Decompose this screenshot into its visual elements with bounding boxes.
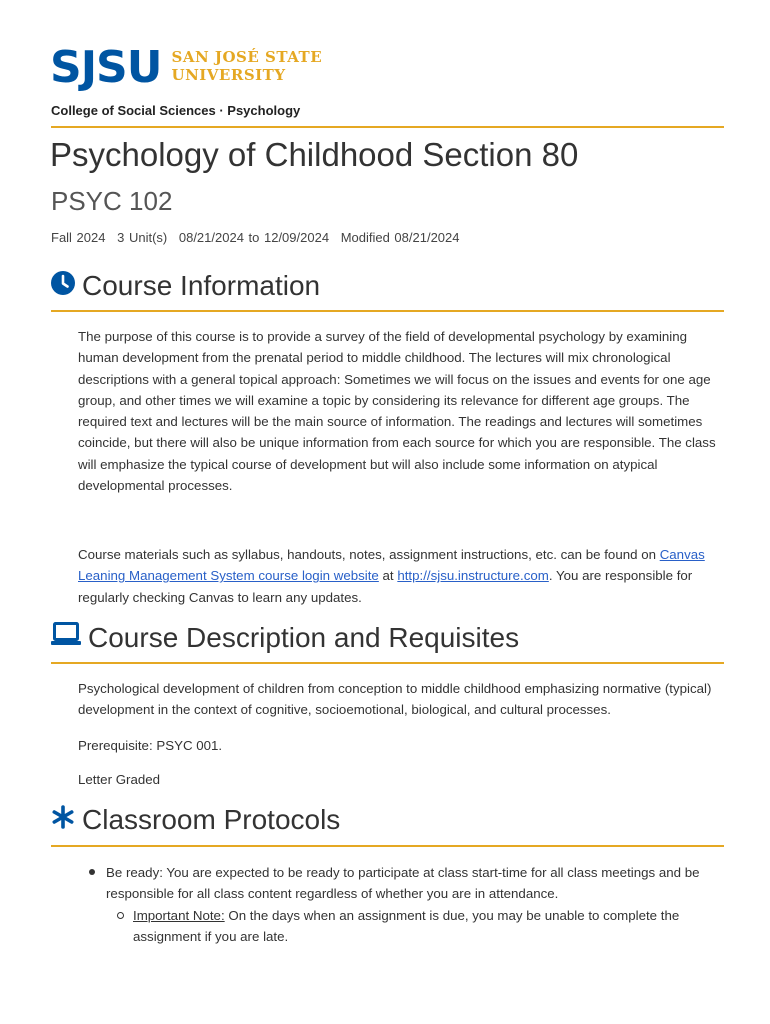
- page-title: Psychology of Childhood Section 80: [50, 136, 579, 173]
- breadcrumb: College of Social Sciences · Psychology: [51, 103, 301, 118]
- important-note-text: On the days when an assignment is due, you may be unable to complete the assignment if you are late.: [133, 907, 680, 944]
- logo-wordmark: [171, 48, 322, 84]
- logo-mark: SJSU: [50, 42, 162, 93]
- course-term: Fall 2024: [51, 230, 106, 245]
- protocols-list: [78, 862, 724, 947]
- important-note-label: Important Note:: [133, 907, 225, 923]
- sjsu-logo: [50, 42, 323, 93]
- course-units: 3 Unit(s): [117, 230, 168, 245]
- logo-line-1: SAN JOSÉ STATE: [171, 48, 323, 66]
- materials-text-mid: at: [378, 568, 398, 584]
- section-title: Classroom Protocols: [82, 804, 341, 835]
- canvas-login-link[interactable]: Canvas Leaning Management System course login website: [78, 547, 705, 584]
- list-item: Be ready: You are expected to be ready to participate at class start-time for all class meetings and be responsible for all class content regardless of whether you are in attendance.: [78, 862, 724, 905]
- prerequisite-text: Prerequisite: PSYC 001.: [78, 738, 223, 753]
- course-dates: 08/21/2024 to 12/09/2024: [178, 230, 330, 245]
- asterisk-icon: [51, 804, 75, 836]
- laptop-icon: [51, 621, 81, 654]
- course-description-paragraph: Psychological development of children from conception to middle childhood emphasizing normative (typical) development in the context of cognitive, socioemotional, biological, and cultural processes.: [78, 681, 712, 718]
- course-info-paragraph: The purpose of this course is to provide a survey of the field of developmental psychology by examining human development from the prenatal period to middle childhood. The lectures will mix chronological descriptions with a general topical approach: Sometimes we will focus on the issues and events for one age group, and other times we will examine a topic by considering its relevance for different age groups. The required text and lectures will be the main source of information. The readings and lectures will sometimes coincide, but there will also be unique information from each source for which you are responsible. The class will emphasize the typical course of development but will also include some information on atypical developmental processes.: [78, 329, 716, 494]
- section-divider: [51, 662, 724, 664]
- course-code: PSYC 102: [51, 186, 173, 216]
- course-materials-paragraph: [78, 544, 720, 608]
- materials-text-end: . You are responsible for regularly checking Canvas to learn any updates.: [78, 568, 693, 605]
- section-title: Course Information: [82, 270, 321, 301]
- course-modified: Modified 08/21/2024: [340, 230, 460, 245]
- clock-icon: [51, 270, 75, 302]
- section-heading-classroom-protocols: [51, 804, 340, 836]
- course-meta: [51, 230, 467, 245]
- section-divider: [51, 845, 724, 847]
- section-heading-course-description: [51, 621, 519, 654]
- section-title: Course Description and Requisites: [88, 621, 520, 653]
- section-heading-course-information: [51, 270, 320, 302]
- section-divider: [51, 310, 724, 312]
- materials-text-start: Course materials such as syllabus, handouts, notes, assignment instructions, etc. can be found on: [78, 547, 660, 562]
- logo-line-2: UNIVERSITY: [171, 66, 286, 84]
- grading-text: Letter Graded: [78, 772, 161, 787]
- sub-list-item: [78, 905, 724, 948]
- header-divider: [51, 126, 724, 128]
- canvas-url-link[interactable]: http://sjsu.instructure.com: [397, 568, 549, 584]
